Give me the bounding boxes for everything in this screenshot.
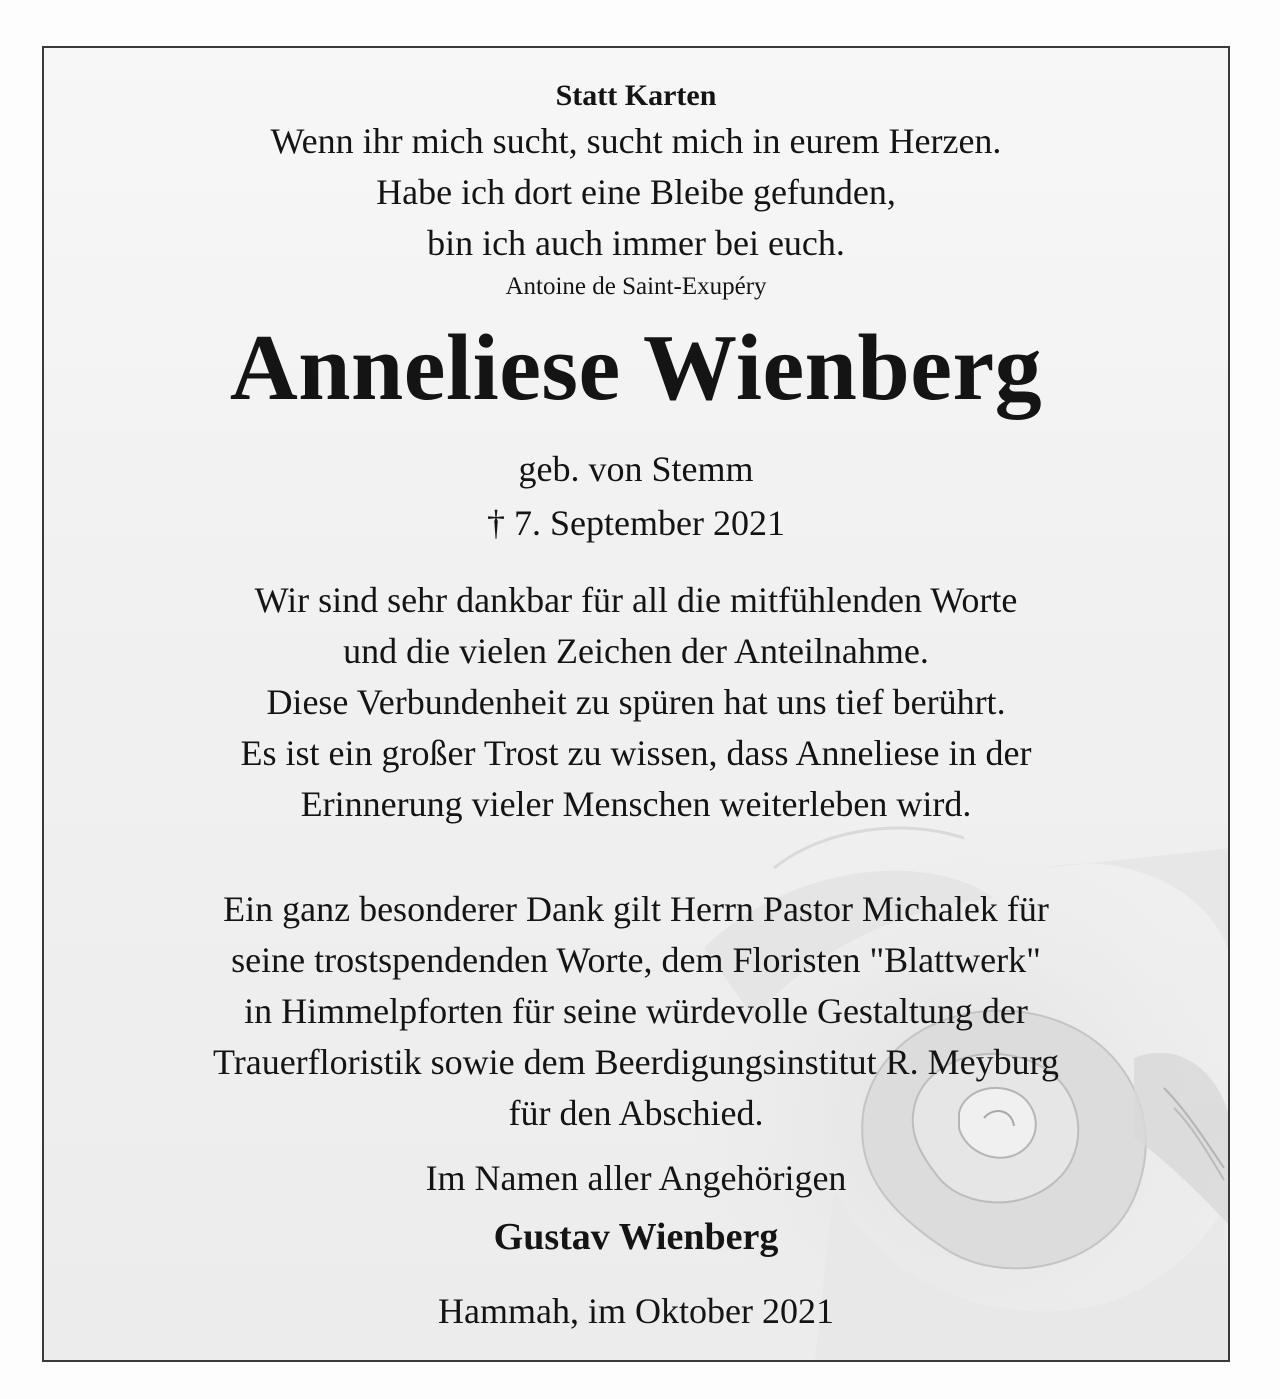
death-date: † 7. September 2021	[487, 503, 785, 543]
signer-name: Gustav Wienberg	[493, 1216, 779, 1258]
paragraph-line: Wir sind sehr dankbar für all die mitfühlenden Worte	[254, 580, 1018, 620]
birth-name: geb. von Stemm	[518, 449, 754, 489]
closing-phrase: Im Namen aller Angehörigen	[425, 1158, 847, 1198]
notice-frame	[42, 46, 1230, 1362]
paragraph-line: in Himmelpforten für seine würdevolle Gestaltung der	[244, 991, 1028, 1031]
paragraph-line: Ein ganz besonderer Dank gilt Herrn Pastor Michalek für	[223, 889, 1049, 929]
poem-line: Habe ich dort eine Bleibe gefunden,	[376, 172, 896, 212]
thanks-paragraph-1	[44, 575, 1228, 830]
paragraph-line: Es ist ein großer Trost zu wissen, dass Anneliese in der	[240, 733, 1032, 773]
deceased-name: Anneliese Wienberg	[229, 316, 1043, 420]
paragraph-line: und die vielen Zeichen der Anteilnahme.	[343, 631, 929, 671]
poem-author: Antoine de Saint-Exupéry	[505, 273, 767, 300]
poem-line: Wenn ihr mich sucht, sucht mich in eurem Herzen.	[270, 121, 1002, 161]
poem	[44, 116, 1228, 269]
notice-content	[44, 48, 1228, 1337]
place-date: Hammah, im Oktober 2021	[438, 1291, 834, 1331]
paragraph-line: Erinnerung vieler Menschen weiterleben wird.	[300, 784, 972, 824]
paragraph-line: Diese Verbundenheit zu spüren hat uns tief berührt.	[266, 682, 1006, 722]
paragraph-line: seine trostspendenden Worte, dem Floristen "Blattwerk"	[231, 940, 1041, 980]
notice-header: Statt Karten	[555, 79, 717, 112]
thanks-paragraph-2	[44, 884, 1228, 1139]
paragraph-line: für den Abschied.	[508, 1093, 764, 1133]
paragraph-line: Trauerfloristik sowie dem Beerdigungsinstitut R. Meyburg	[213, 1042, 1059, 1082]
poem-line: bin ich auch immer bei euch.	[427, 223, 845, 263]
